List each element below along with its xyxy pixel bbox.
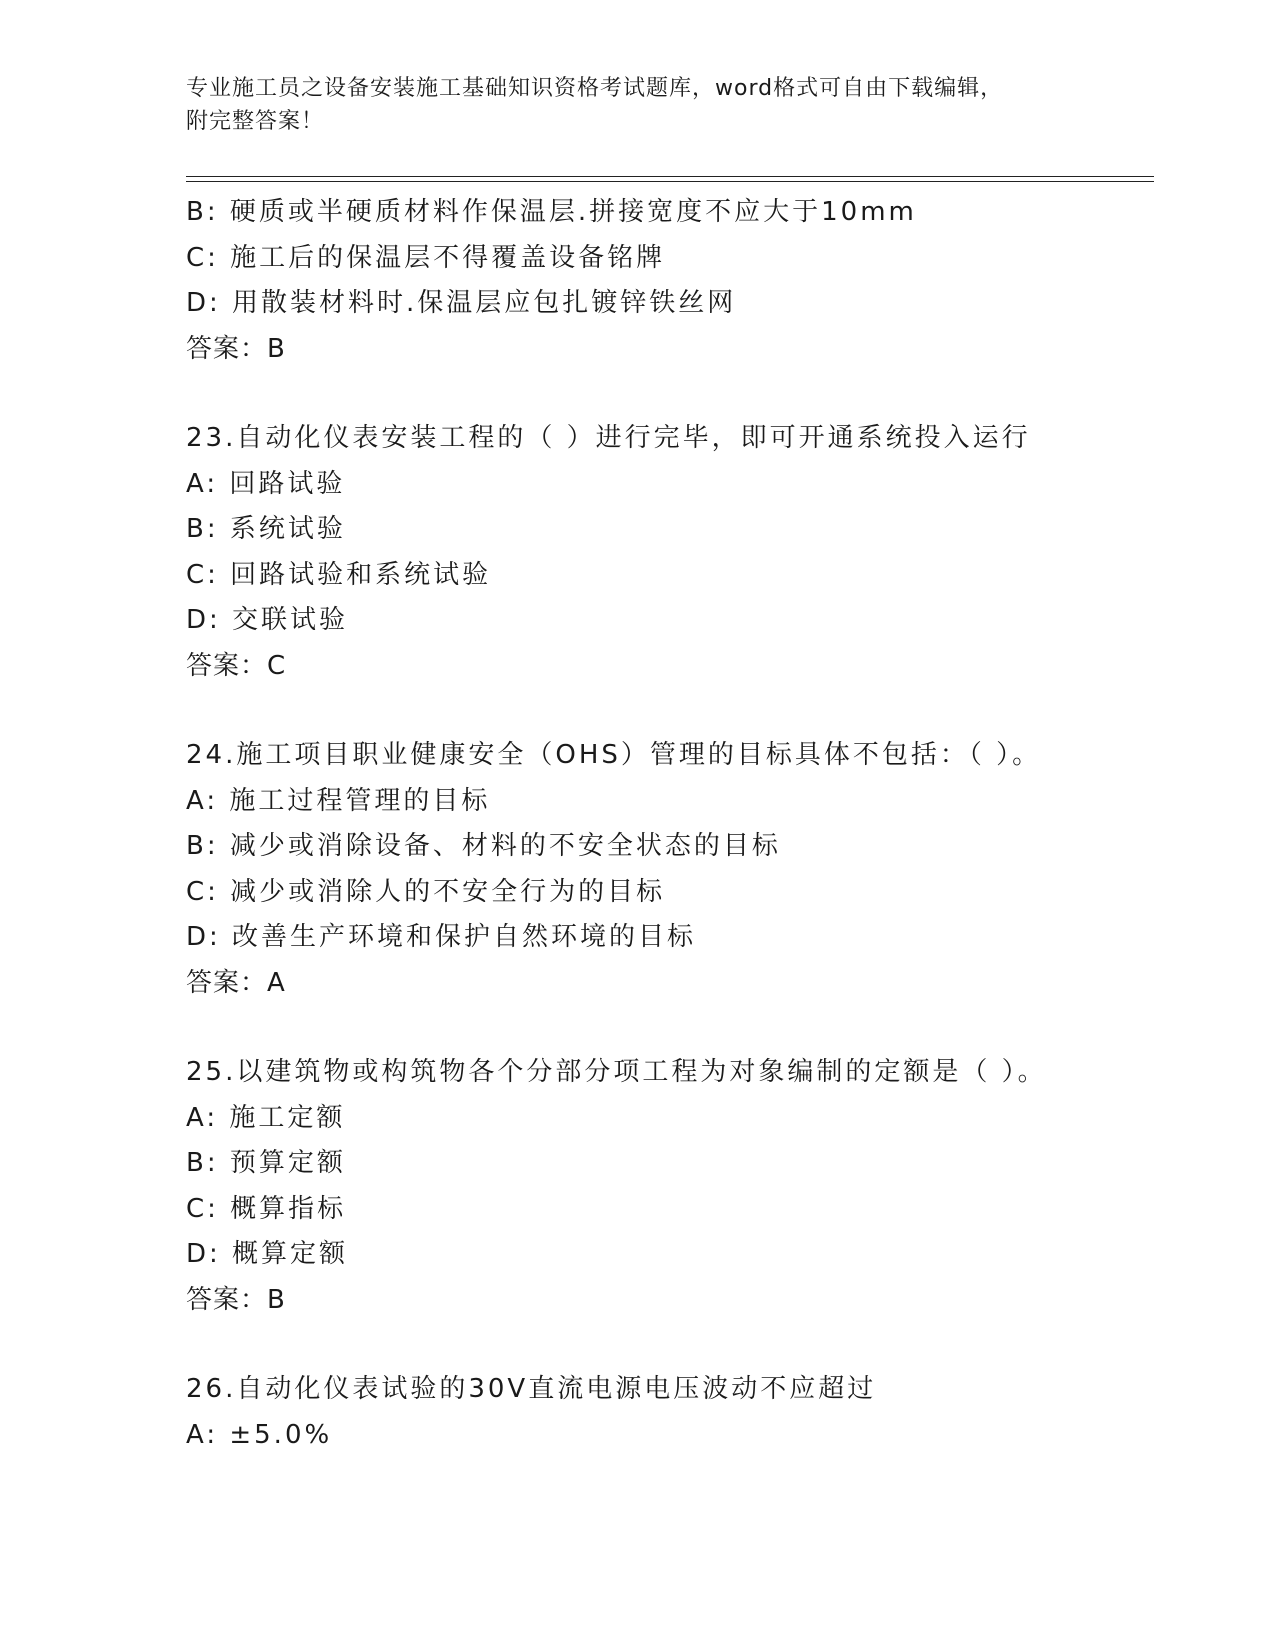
answer: 答案：A (186, 967, 286, 998)
option-d: D: 用散装材料时.保温层应包扎镀锌铁丝网 (186, 288, 737, 318)
option-d: D: 改善生产环境和保护自然环境的目标 (186, 922, 697, 952)
answer: 答案：B (186, 1284, 286, 1315)
option-b: B: 预算定额 (186, 1148, 346, 1178)
option-b: B: 硬质或半硬质材料作保温层.拼接宽度不应大于10mm (186, 197, 917, 227)
question-24 (186, 733, 1146, 1006)
question-22-continued (186, 190, 1146, 372)
question-text: 23.自动化仪表安装工程的（ ）进行完毕，即可开通系统投入运行 (186, 423, 1031, 453)
question-text: 25.以建筑物或构筑物各个分部分项工程为对象编制的定额是（ ）。 (186, 1057, 1047, 1087)
question-23 (186, 416, 1146, 689)
option-c: C: 减少或消除人的不安全行为的目标 (186, 876, 666, 907)
option-d: D: 交联试验 (186, 605, 349, 635)
question-25 (186, 1050, 1146, 1323)
option-a: A: ±5.0% (186, 1419, 333, 1450)
header-divider-bottom (186, 181, 1154, 182)
spacer (186, 372, 1146, 416)
option-c: C: 概算指标 (186, 1193, 347, 1224)
document-header (186, 72, 1126, 138)
header-line-1: 专业施工员之设备安装施工基础知识资格考试题库，word格式可自由下载编辑， (186, 76, 1004, 101)
option-c: C: 施工后的保温层不得覆盖设备铭牌 (186, 242, 666, 273)
option-b: B: 系统试验 (186, 514, 346, 544)
option-b: B: 减少或消除设备、材料的不安全状态的目标 (186, 831, 781, 861)
question-text: 24.施工项目职业健康安全（OHS）管理的目标具体不包括：（ ）。 (186, 740, 1042, 770)
option-a: A: 回路试验 (186, 468, 346, 499)
option-a: A: 施工过程管理的目标 (186, 785, 491, 816)
answer: 答案：C (186, 650, 287, 681)
spacer (186, 1006, 1146, 1050)
option-a: A: 施工定额 (186, 1102, 346, 1133)
question-list (186, 190, 1146, 1458)
spacer (186, 689, 1146, 733)
question-text: 26.自动化仪表试验的30V直流电源电压波动不应超过 (186, 1374, 877, 1404)
option-d: D: 概算定额 (186, 1239, 349, 1269)
answer: 答案：B (186, 333, 286, 364)
header-divider-top (186, 176, 1154, 177)
option-c: C: 回路试验和系统试验 (186, 559, 492, 590)
header-line-2: 附完整答案！ (186, 109, 325, 134)
spacer (186, 1323, 1146, 1367)
question-26 (186, 1367, 1146, 1458)
